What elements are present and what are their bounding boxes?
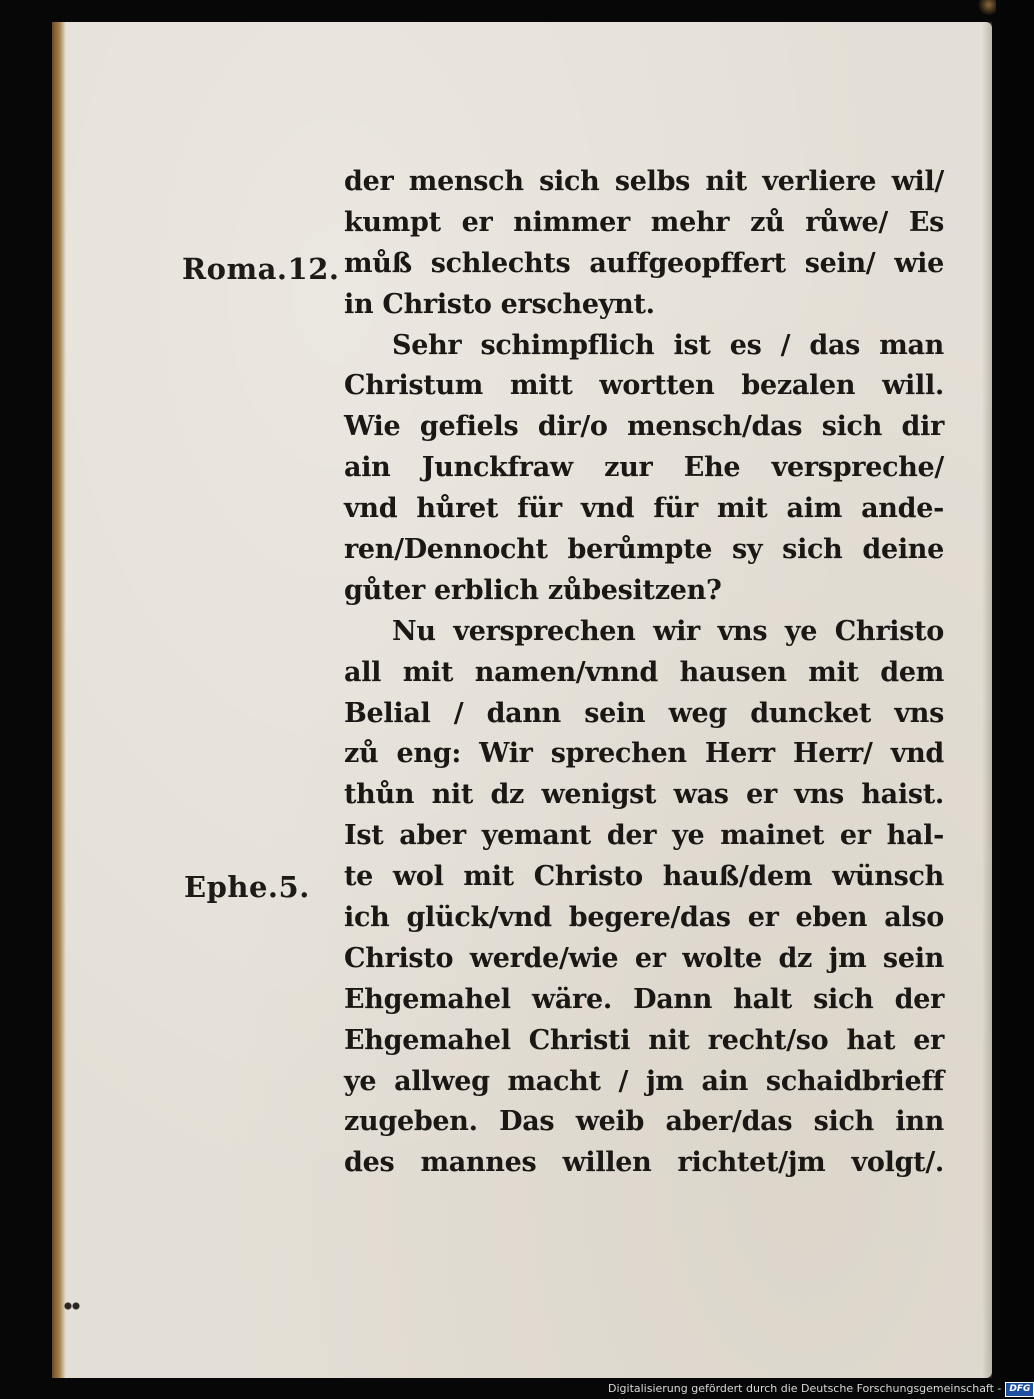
text-line: ren/Dennocht berůmpte sy sich deine	[344, 534, 944, 566]
text-line: ye allweg macht / jm ain schaidbrieff	[344, 1065, 944, 1097]
text-line: Belial / dann sein weg duncket vns	[344, 697, 944, 729]
text-line: kumpt er nimmer mehr zů růwe/ Es	[344, 206, 944, 238]
text-line: Nu versprechen wir vns ye Christo	[392, 615, 944, 647]
text-line: ich glück/vnd begere/das er eben also	[344, 902, 944, 934]
text-line: all mit namen/vnnd hausen mit dem	[344, 656, 944, 688]
page-right-shadow	[982, 22, 992, 1378]
text-line: zů eng: Wir sprechen Herr Herr/ vnd	[344, 738, 944, 770]
text-line: der mensch sich selbs nit verliere wil/	[344, 166, 944, 197]
text-line: Christum mitt wortten bezalen will.	[344, 370, 944, 402]
digitization-footer	[608, 1381, 1034, 1397]
text-line: Christo werde/wie er wolte dz jm sein	[344, 942, 944, 974]
text-line: Ehgemahel Christi nit recht/so hat er	[344, 1024, 944, 1056]
corner-stain	[978, 0, 996, 16]
text-line: Ist aber yemant der ye mainet er hal-	[344, 820, 944, 852]
text-line: Wie gefiels dir/o mensch/das sich dir	[344, 411, 944, 443]
text-line: zugeben. Das weib aber/das sich inn	[344, 1106, 944, 1138]
text-line: můß schlechts auffgeopffert sein/ wie	[344, 247, 944, 279]
text-line: thůn nit dz wenigst was er vns haist.	[344, 779, 944, 811]
text-line: des mannes willen richtet/jm volgt/.	[344, 1147, 944, 1179]
body-text-block	[344, 162, 944, 1184]
margin-note-romans: Roma.12.	[182, 252, 340, 286]
text-line: gůter erblich zůbesitzen?	[344, 574, 722, 606]
text-line: vnd hůret für vnd für mit aim ande-	[344, 493, 944, 525]
page-spine-edge	[52, 22, 66, 1378]
page-edge-marks	[62, 1300, 82, 1312]
text-line: Ehgemahel wäre. Dann halt sich der	[344, 983, 944, 1015]
margin-note-ephesians: Ephe.5.	[184, 870, 310, 904]
text-line: in Christo erscheynt.	[344, 288, 655, 320]
book-page	[52, 22, 992, 1378]
text-line: Sehr schimpflich ist es / das man	[392, 329, 944, 361]
text-line: te wol mit Christo hauß/dem wünsch	[344, 861, 944, 893]
dfg-logo: DFG	[1005, 1382, 1034, 1397]
text-line: ain Junckfraw zur Ehe verspreche/	[344, 452, 944, 484]
footer-text: Digitalisierung gefördert durch die Deutsche Forschungsgemeinschaft -	[608, 1382, 1002, 1395]
